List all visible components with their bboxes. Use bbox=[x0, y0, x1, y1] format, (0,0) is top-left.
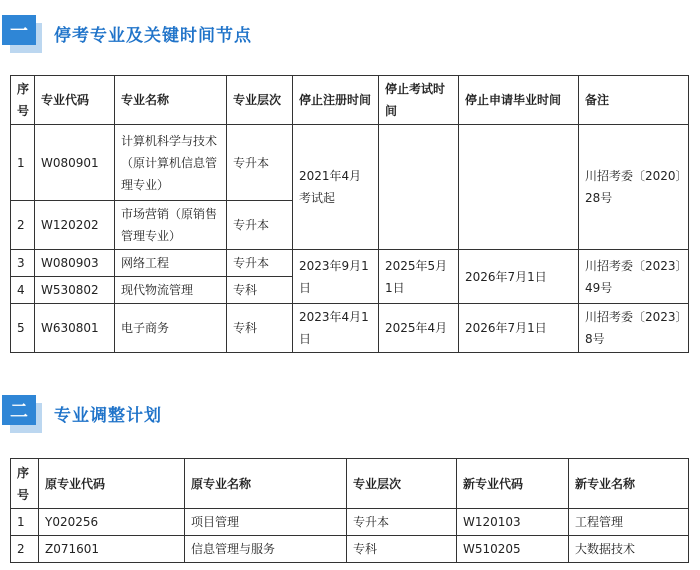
row-old-name: 信息管理与服务 bbox=[185, 536, 347, 563]
row-name: 网络工程 bbox=[115, 250, 227, 277]
header-code: 专业代码 bbox=[35, 76, 115, 125]
row-level: 专科 bbox=[227, 304, 293, 353]
row-new-name: 工程管理 bbox=[569, 509, 689, 536]
header-no: 序号 bbox=[11, 459, 39, 509]
header-note: 备注 bbox=[579, 76, 689, 125]
stop-register-cell: 2023年9月1日 bbox=[293, 250, 379, 304]
row-code: W080901 bbox=[35, 125, 115, 201]
header-stop-graduate: 停止申请毕业时间 bbox=[459, 76, 579, 125]
row-no: 3 bbox=[11, 250, 35, 277]
row-old-code: Z071601 bbox=[39, 536, 185, 563]
table-header-row bbox=[11, 459, 689, 509]
stop-exam-cell: 2025年4月 bbox=[379, 304, 459, 353]
header-level: 专业层次 bbox=[347, 459, 457, 509]
row-new-code: W120103 bbox=[457, 509, 569, 536]
row-name: 电子商务 bbox=[115, 304, 227, 353]
discontinued-majors-table bbox=[10, 75, 689, 353]
row-code: W120202 bbox=[35, 201, 115, 250]
row-new-code: W510205 bbox=[457, 536, 569, 563]
row-level: 专升本 bbox=[227, 250, 293, 277]
row-no: 4 bbox=[11, 277, 35, 304]
row-name: 现代物流管理 bbox=[115, 277, 227, 304]
header-level: 专业层次 bbox=[227, 76, 293, 125]
row-new-name: 大数据技术 bbox=[569, 536, 689, 563]
stop-graduate-cell: 2026年7月1日 bbox=[459, 250, 579, 304]
row-level: 专升本 bbox=[227, 201, 293, 250]
section-2-title: 专业调整计划 bbox=[54, 405, 162, 426]
table-row bbox=[11, 304, 689, 353]
section-1-title: 停考专业及关键时间节点 bbox=[54, 25, 252, 46]
section-2-badge: 二 bbox=[0, 393, 44, 433]
row-name: 计算机科学与技术（原计算机信息管理专业） bbox=[115, 125, 227, 201]
header-stop-exam: 停止考试时间 bbox=[379, 76, 459, 125]
row-no: 5 bbox=[11, 304, 35, 353]
stop-exam-cell: 2025年5月1日 bbox=[379, 250, 459, 304]
row-old-name: 项目管理 bbox=[185, 509, 347, 536]
stop-register-cell: 2021年4月考试起 bbox=[293, 125, 379, 250]
row-level: 专科 bbox=[227, 277, 293, 304]
row-name: 市场营销（原销售管理专业） bbox=[115, 201, 227, 250]
stop-graduate-cell: 2026年7月1日 bbox=[459, 304, 579, 353]
row-code: W630801 bbox=[35, 304, 115, 353]
stop-exam-cell bbox=[379, 125, 459, 250]
row-no: 1 bbox=[11, 125, 35, 201]
section-1-badge: 一 bbox=[0, 13, 44, 53]
row-level: 专科 bbox=[347, 536, 457, 563]
row-no: 2 bbox=[11, 536, 39, 563]
table-row bbox=[11, 125, 689, 201]
table-row bbox=[11, 536, 689, 563]
stop-graduate-cell bbox=[459, 125, 579, 250]
row-code: W080903 bbox=[35, 250, 115, 277]
table-row bbox=[11, 250, 689, 277]
header-new-name: 新专业名称 bbox=[569, 459, 689, 509]
header-old-name: 原专业名称 bbox=[185, 459, 347, 509]
row-no: 2 bbox=[11, 201, 35, 250]
row-level: 专升本 bbox=[347, 509, 457, 536]
header-name: 专业名称 bbox=[115, 76, 227, 125]
header-new-code: 新专业代码 bbox=[457, 459, 569, 509]
row-code: W530802 bbox=[35, 277, 115, 304]
row-old-code: Y020256 bbox=[39, 509, 185, 536]
note-cell: 川招考委〔2023〕8号 bbox=[579, 304, 689, 353]
stop-register-cell: 2023年4月1日 bbox=[293, 304, 379, 353]
section-2-header bbox=[0, 390, 162, 436]
note-cell: 川招考委〔2020〕28号 bbox=[579, 125, 689, 250]
table-header-row bbox=[11, 76, 689, 125]
header-no: 序号 bbox=[11, 76, 35, 125]
row-no: 1 bbox=[11, 509, 39, 536]
row-level: 专升本 bbox=[227, 125, 293, 201]
section-1-header bbox=[0, 10, 252, 56]
table-row bbox=[11, 509, 689, 536]
header-old-code: 原专业代码 bbox=[39, 459, 185, 509]
note-cell: 川招考委〔2023〕49号 bbox=[579, 250, 689, 304]
adjustment-plan-table bbox=[10, 458, 689, 563]
header-stop-register: 停止注册时间 bbox=[293, 76, 379, 125]
